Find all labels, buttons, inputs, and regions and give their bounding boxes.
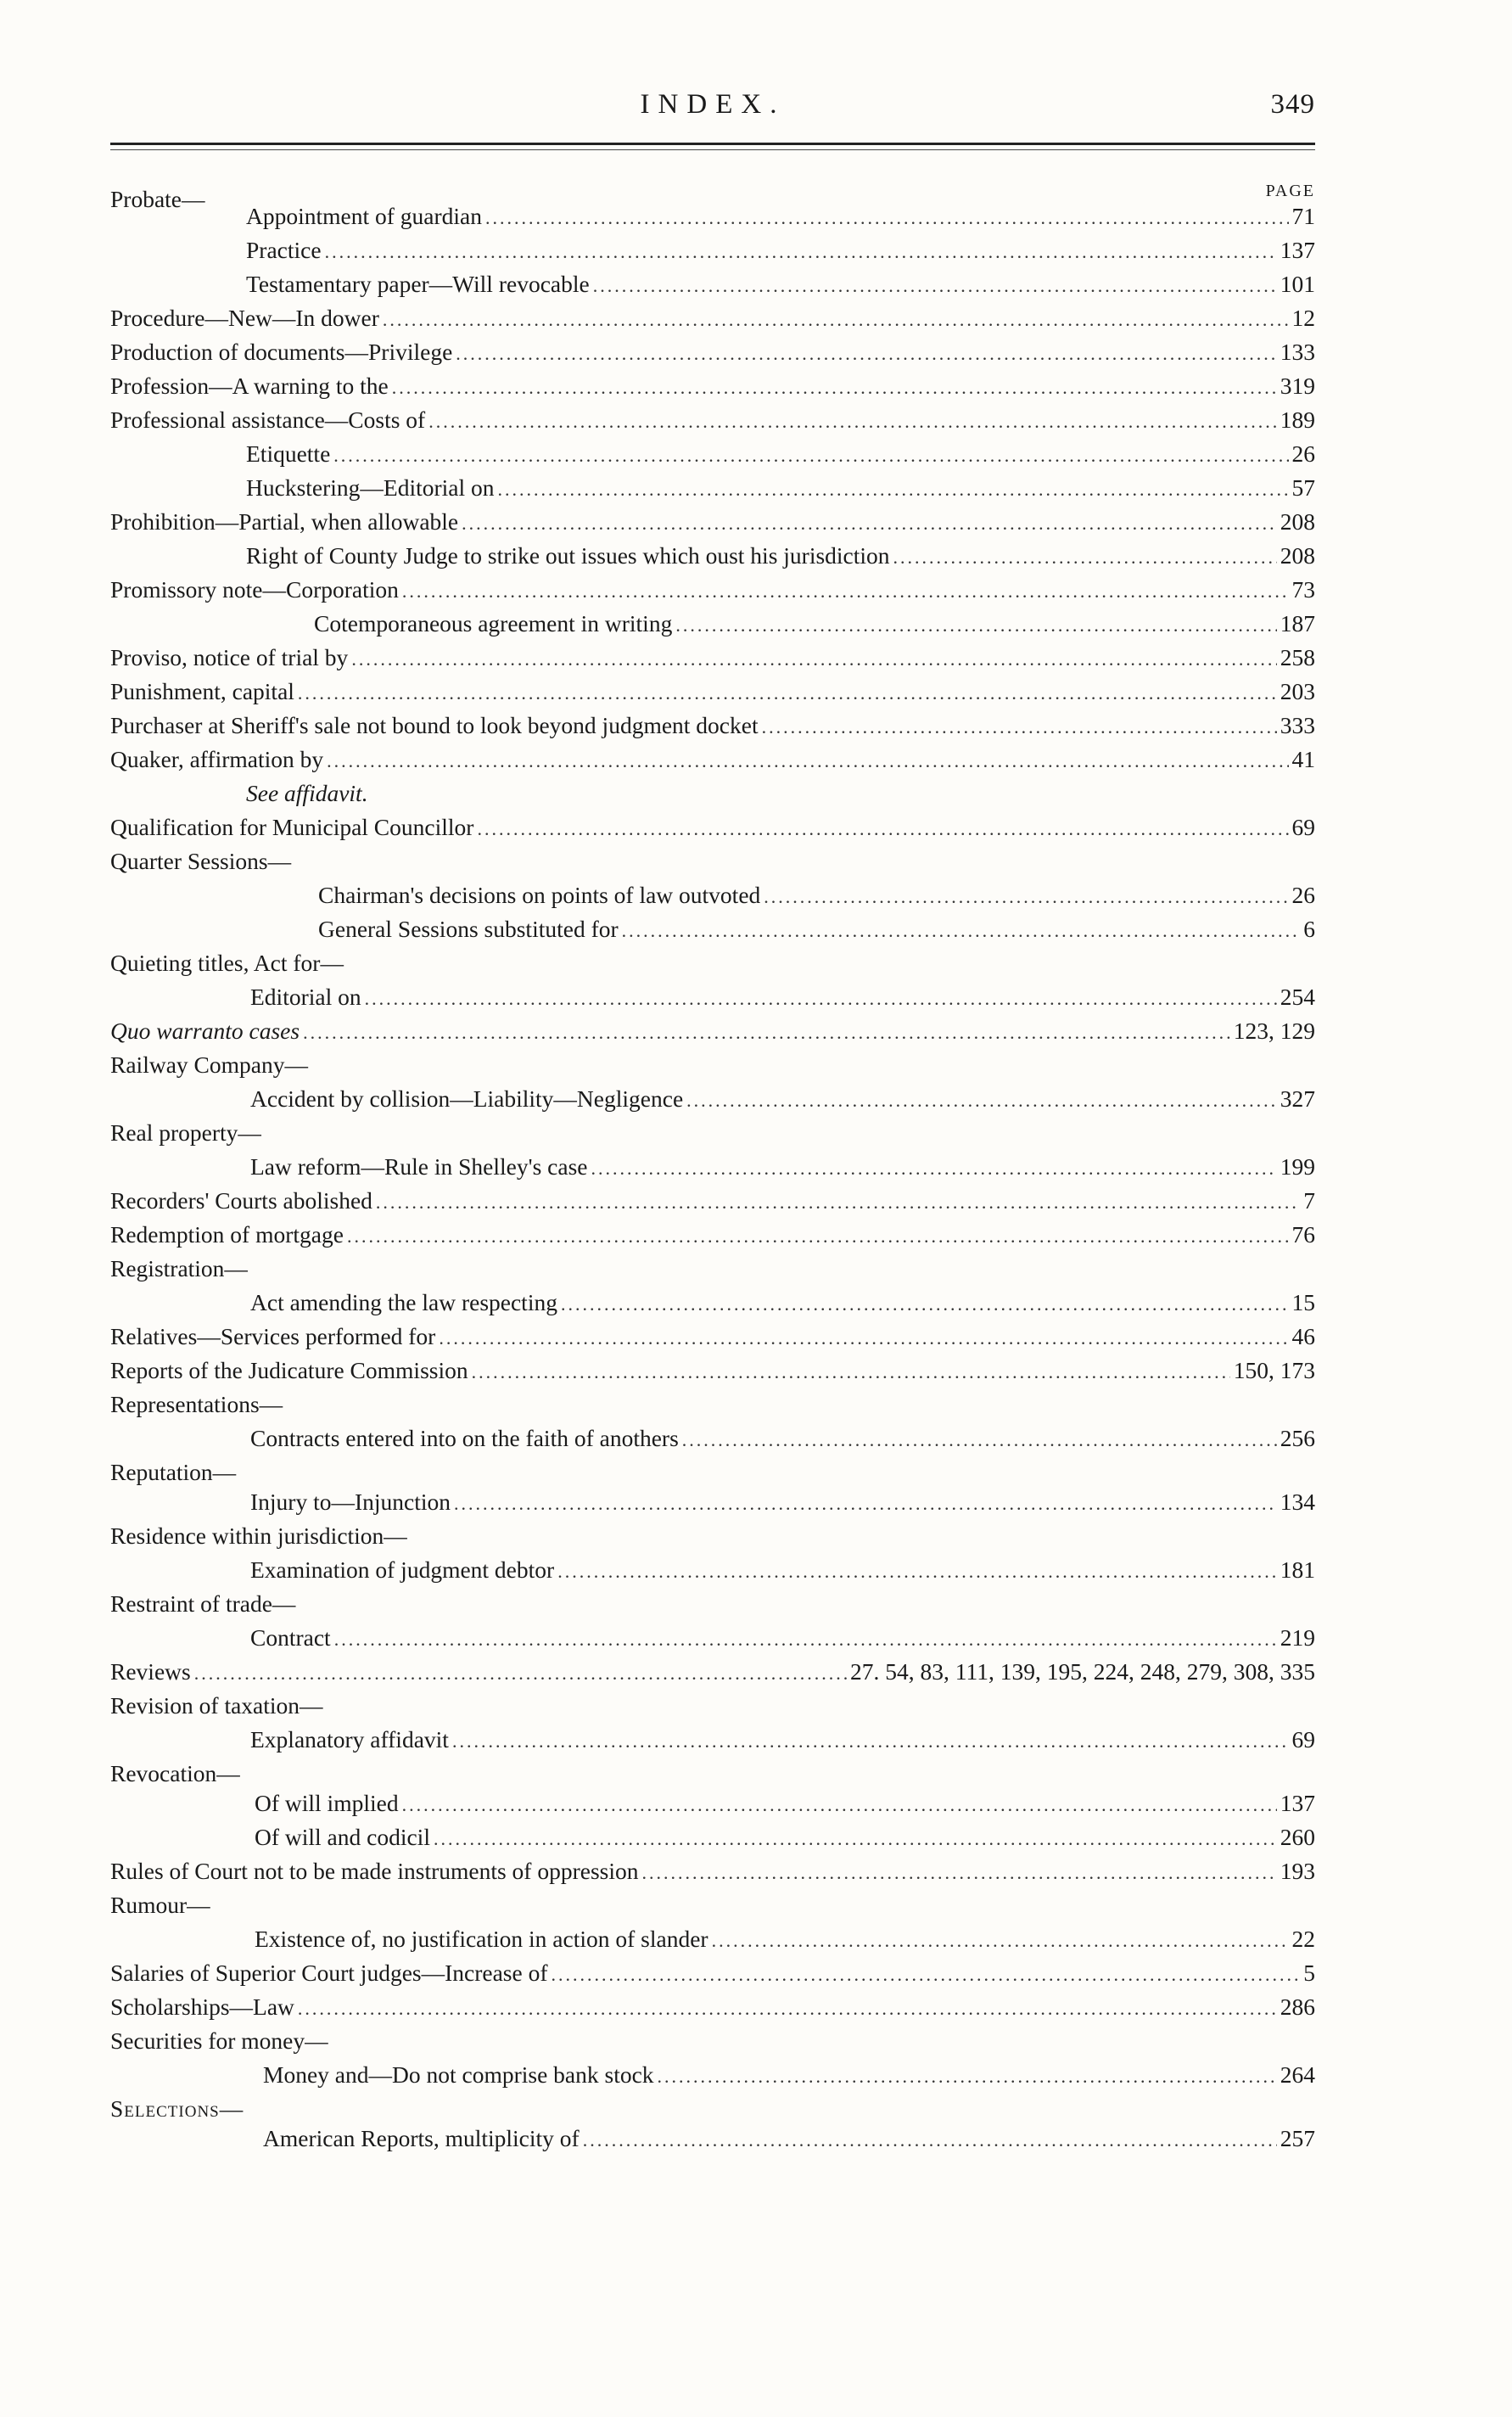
index-entry: Right of County Judge to strike out issues which oust his jurisdiction ..... 208 bbox=[246, 539, 1315, 573]
index-heading: Restraint of trade— bbox=[110, 1590, 296, 1617]
index-entry: Existence of, no justification in action of slander ..... 22 bbox=[255, 1922, 1315, 1956]
index-entry: Recorders' Courts abolished ..... 7 bbox=[110, 1184, 1315, 1218]
index-entry: Cotemporaneous agreement in writing ..... 187 bbox=[314, 607, 1315, 641]
index-heading: Reputation— bbox=[110, 1459, 237, 1485]
index-entry: Money and—Do not comprise bank stock ..... 264 bbox=[263, 2058, 1315, 2092]
index-entry: Profession—A warning to the ..... 319 bbox=[110, 369, 1315, 403]
index-entry: Quo warranto cases ..... 123, 129 bbox=[110, 1014, 1315, 1048]
index-entry: Contract ..... 219 bbox=[250, 1621, 1315, 1655]
index-entry: Reports of the Judicature Commission ..... 150, 173 bbox=[110, 1354, 1315, 1388]
index-entry: Purchaser at Sheriff's sale not bound to look beyond judgment docket ..... 333 bbox=[110, 709, 1315, 743]
index-heading: Probate— bbox=[110, 186, 205, 212]
index-heading: Selections— bbox=[110, 2095, 244, 2122]
index-heading: Securities for money— bbox=[110, 2027, 328, 2054]
index-entry: Reviews ..... 27. 54, 83, 111, 139, 195, 224, 248, 279, 308, 335 bbox=[110, 1655, 1315, 1689]
index-entry: Accident by collision—Liability—Negligence ..... 327 bbox=[250, 1082, 1315, 1116]
index-heading: Revocation— bbox=[110, 1760, 240, 1786]
index-entry: Proviso, notice of trial by ..... 258 bbox=[110, 641, 1315, 675]
index-entry: Examination of judgment debtor ..... 181 bbox=[250, 1553, 1315, 1587]
index-heading: Quieting titles, Act for— bbox=[110, 950, 344, 976]
index-entry: American Reports, multiplicity of ..... 257 bbox=[263, 2122, 1315, 2156]
index-entry: Rules of Court not to be made instruments of oppression ..... 193 bbox=[110, 1854, 1315, 1888]
index-entry: Of will and codicil ..... 260 bbox=[255, 1820, 1315, 1854]
index-entry: Of will implied ..... 137 bbox=[255, 1786, 1315, 1820]
header-rule-thin bbox=[110, 149, 1315, 150]
index-entry: Professional assistance—Costs of ..... 189 bbox=[110, 403, 1315, 437]
index-entry: Contracts entered into on the faith of anothers ..... 256 bbox=[250, 1422, 1315, 1455]
index-entry: Promissory note—Corporation ..... 73 bbox=[110, 573, 1315, 607]
running-title: INDEX. bbox=[640, 89, 786, 120]
page-column-label: PAGE bbox=[1265, 182, 1315, 200]
index-entry: Act amending the law respecting ..... 15 bbox=[250, 1286, 1315, 1320]
index-entry: Testamentary paper—Will revocable ..... 101 bbox=[246, 267, 1315, 301]
index-entry: Law reform—Rule in Shelley's case ..... 199 bbox=[250, 1150, 1315, 1184]
index-entry: Huckstering—Editorial on ..... 57 bbox=[246, 471, 1315, 505]
index-heading: Representations— bbox=[110, 1391, 283, 1417]
index-entry: Scholarships—Law ..... 286 bbox=[110, 1990, 1315, 2024]
index-entry: Qualification for Municipal Councillor ..... 69 bbox=[110, 810, 1315, 844]
index-entry: Relatives—Services performed for ..... 46 bbox=[110, 1320, 1315, 1354]
index-entry: General Sessions substituted for ..... 6 bbox=[318, 912, 1315, 946]
index-entry: Injury to—Injunction ..... 134 bbox=[250, 1485, 1315, 1519]
page-number: 349 bbox=[1270, 89, 1315, 120]
index-entry: Redemption of mortgage ..... 76 bbox=[110, 1218, 1315, 1252]
index-entry: Punishment, capital ..... 203 bbox=[110, 675, 1315, 709]
index-entry: Appointment of guardian ..... 71 bbox=[246, 199, 1315, 233]
header-rule-thick bbox=[110, 143, 1315, 145]
index-entry: Prohibition—Partial, when allowable ..... 208 bbox=[110, 505, 1315, 539]
index-heading: Registration— bbox=[110, 1255, 248, 1281]
index-heading: Rumour— bbox=[110, 1892, 210, 1918]
index-heading: Residence within jurisdiction— bbox=[110, 1523, 407, 1549]
index-entry: Procedure—New—In dower ..... 12 bbox=[110, 301, 1315, 335]
index-entry: Etiquette ..... 26 bbox=[246, 437, 1315, 471]
index-entry: Practice ..... 137 bbox=[246, 233, 1315, 267]
index-entry: Chairman's decisions on points of law outvoted ..... 26 bbox=[318, 878, 1315, 912]
index-heading: Real property— bbox=[110, 1119, 261, 1146]
see-also-reference: See affidavit. bbox=[246, 780, 368, 806]
index-heading: Revision of taxation— bbox=[110, 1692, 323, 1719]
index-entry: Editorial on ..... 254 bbox=[250, 980, 1315, 1014]
index-entry: Quaker, affirmation by ..... 41 bbox=[110, 743, 1315, 777]
index-entry: Salaries of Superior Court judges—Increase of ..... 5 bbox=[110, 1956, 1315, 1990]
page-header bbox=[110, 89, 1315, 132]
index-entry: Explanatory affidavit ..... 69 bbox=[250, 1723, 1315, 1757]
index-heading: Quarter Sessions— bbox=[110, 848, 292, 874]
index-entry: Production of documents—Privilege ..... 133 bbox=[110, 335, 1315, 369]
index-heading: Railway Company— bbox=[110, 1051, 308, 1078]
